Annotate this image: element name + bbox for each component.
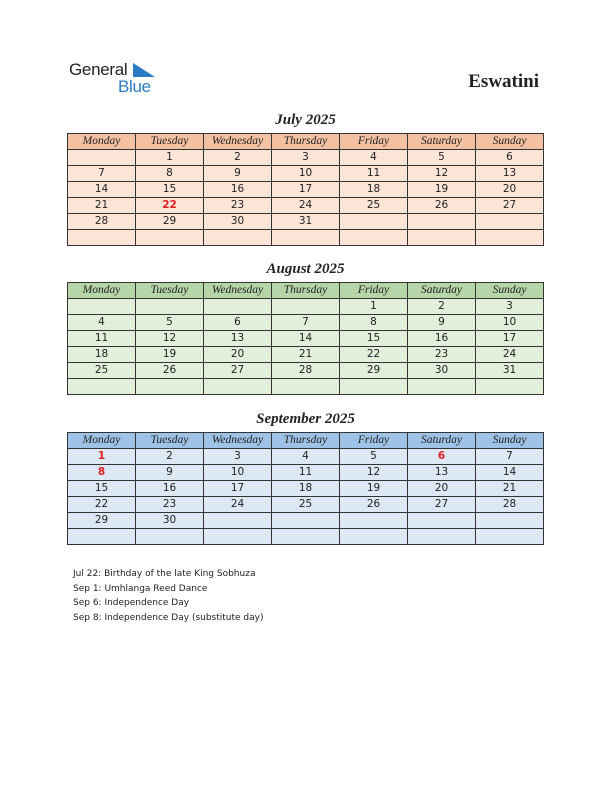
empty-day-cell [68,529,136,545]
weekday-header: Thursday [272,283,340,299]
calendar-july [67,133,544,246]
week-row [68,497,544,513]
logo-general-text: General [69,60,128,79]
day-cell: 2 [136,449,204,465]
empty-day-cell [340,230,408,246]
day-cell: 18 [68,347,136,363]
day-cell: 31 [272,214,340,230]
day-cell: 29 [340,363,408,379]
day-cell: 27 [204,363,272,379]
week-row [68,230,544,246]
empty-day-cell [68,379,136,395]
day-cell: 6 [476,150,544,166]
empty-day-cell [476,379,544,395]
weekday-header: Wednesday [204,134,272,150]
empty-day-cell [476,230,544,246]
day-cell: 18 [272,481,340,497]
empty-day-cell [340,513,408,529]
empty-day-cell [136,299,204,315]
weekday-header: Tuesday [136,134,204,150]
weekday-header-row [68,433,544,449]
day-cell: 2 [204,150,272,166]
day-cell: 30 [204,214,272,230]
day-cell: 23 [204,198,272,214]
week-row [68,315,544,331]
day-cell: 30 [136,513,204,529]
empty-day-cell [136,230,204,246]
day-cell: 22 [340,347,408,363]
empty-day-cell [204,230,272,246]
day-cell: 19 [136,347,204,363]
weekday-header: Friday [340,134,408,150]
day-cell: 3 [204,449,272,465]
day-cell: 14 [272,331,340,347]
month-title-august: August 2025 [266,261,345,277]
weekday-header: Monday [68,283,136,299]
day-cell: 4 [272,449,340,465]
week-row [68,481,544,497]
empty-day-cell [68,150,136,166]
day-cell: 20 [204,347,272,363]
day-cell: 8 [340,315,408,331]
day-cell: 28 [476,497,544,513]
day-cell: 2 [408,299,476,315]
weekday-header: Sunday [476,134,544,150]
day-cell: 25 [272,497,340,513]
empty-day-cell [272,230,340,246]
country-title: Eswatini [468,71,539,92]
day-cell: 29 [68,513,136,529]
empty-day-cell [408,529,476,545]
day-cell: 15 [340,331,408,347]
day-cell: 21 [476,481,544,497]
weekday-header: Tuesday [136,283,204,299]
weekday-header: Thursday [272,134,340,150]
holiday-day-cell: 8 [68,465,136,481]
empty-day-cell [136,529,204,545]
weekday-header: Monday [68,433,136,449]
day-cell: 21 [68,198,136,214]
day-cell: 16 [408,331,476,347]
week-row [68,198,544,214]
empty-day-cell [340,379,408,395]
day-cell: 18 [340,182,408,198]
day-cell: 9 [408,315,476,331]
day-cell: 3 [476,299,544,315]
day-cell: 20 [476,182,544,198]
week-row [68,166,544,182]
logo-blue-text: Blue [118,77,151,96]
day-cell: 23 [408,347,476,363]
empty-day-cell [272,379,340,395]
day-cell: 3 [272,150,340,166]
day-cell: 11 [340,166,408,182]
day-cell: 16 [136,481,204,497]
week-row [68,379,544,395]
empty-day-cell [408,214,476,230]
day-cell: 27 [408,497,476,513]
day-cell: 7 [272,315,340,331]
week-row [68,347,544,363]
empty-day-cell [408,379,476,395]
weekday-header: Monday [68,134,136,150]
empty-day-cell [204,299,272,315]
empty-day-cell [204,379,272,395]
empty-day-cell [136,379,204,395]
day-cell: 10 [272,166,340,182]
holiday-day-cell: 1 [68,449,136,465]
day-cell: 14 [476,465,544,481]
day-cell: 31 [476,363,544,379]
day-cell: 19 [340,481,408,497]
empty-day-cell [476,214,544,230]
day-cell: 15 [68,481,136,497]
empty-day-cell [204,529,272,545]
weekday-header: Saturday [408,283,476,299]
day-cell: 30 [408,363,476,379]
weekday-header: Wednesday [204,283,272,299]
day-cell: 11 [272,465,340,481]
day-cell: 12 [408,166,476,182]
week-row [68,214,544,230]
day-cell: 4 [340,150,408,166]
week-row [68,299,544,315]
day-cell: 10 [476,315,544,331]
empty-day-cell [204,513,272,529]
weekday-header: Saturday [408,433,476,449]
day-cell: 5 [136,315,204,331]
empty-day-cell [408,230,476,246]
holiday-day-cell: 6 [408,449,476,465]
weekday-header: Friday [340,283,408,299]
empty-day-cell [408,513,476,529]
day-cell: 10 [204,465,272,481]
day-cell: 5 [340,449,408,465]
holiday-note: Jul 22: Birthday of the late King Sobhuza [73,569,256,579]
day-cell: 29 [136,214,204,230]
weekday-header: Wednesday [204,433,272,449]
week-row [68,449,544,465]
weekday-header-row [68,283,544,299]
day-cell: 9 [136,465,204,481]
day-cell: 22 [68,497,136,513]
weekday-header: Saturday [408,134,476,150]
day-cell: 28 [68,214,136,230]
day-cell: 7 [476,449,544,465]
day-cell: 26 [340,497,408,513]
logo-triangle-icon [133,63,155,77]
empty-day-cell [476,529,544,545]
month-title-september: September 2025 [256,411,355,427]
day-cell: 17 [204,481,272,497]
day-cell: 19 [408,182,476,198]
day-cell: 20 [408,481,476,497]
day-cell: 7 [68,166,136,182]
day-cell: 23 [136,497,204,513]
day-cell: 26 [408,198,476,214]
day-cell: 4 [68,315,136,331]
weekday-header: Tuesday [136,433,204,449]
empty-day-cell [340,529,408,545]
day-cell: 26 [136,363,204,379]
empty-day-cell [68,299,136,315]
day-cell: 1 [340,299,408,315]
holiday-day-cell: 22 [136,198,204,214]
empty-day-cell [68,230,136,246]
day-cell: 9 [204,166,272,182]
month-title-july: July 2025 [275,112,336,128]
week-row [68,182,544,198]
calendar-september [67,432,544,545]
day-cell: 24 [204,497,272,513]
weekday-header: Sunday [476,283,544,299]
empty-day-cell [476,513,544,529]
day-cell: 1 [136,150,204,166]
day-cell: 17 [476,331,544,347]
day-cell: 15 [136,182,204,198]
weekday-header-row [68,134,544,150]
day-cell: 12 [340,465,408,481]
day-cell: 14 [68,182,136,198]
day-cell: 8 [136,166,204,182]
day-cell: 13 [408,465,476,481]
day-cell: 17 [272,182,340,198]
day-cell: 25 [340,198,408,214]
day-cell: 5 [408,150,476,166]
day-cell: 16 [204,182,272,198]
week-row [68,513,544,529]
week-row [68,363,544,379]
day-cell: 24 [476,347,544,363]
day-cell: 12 [136,331,204,347]
calendar-august [67,282,544,395]
generalblue-logo [69,60,169,96]
week-row [68,529,544,545]
holiday-note: Sep 8: Independence Day (substitute day) [73,612,264,623]
day-cell: 27 [476,198,544,214]
empty-day-cell [272,299,340,315]
holiday-note: Sep 6: Independence Day [73,598,190,608]
weekday-header: Sunday [476,433,544,449]
week-row [68,331,544,347]
holiday-note: Sep 1: Umhlanga Reed Dance [73,583,208,594]
day-cell: 25 [68,363,136,379]
week-row [68,150,544,166]
day-cell: 11 [68,331,136,347]
day-cell: 24 [272,198,340,214]
empty-day-cell [340,214,408,230]
week-row [68,465,544,481]
empty-day-cell [272,513,340,529]
day-cell: 6 [204,315,272,331]
day-cell: 28 [272,363,340,379]
weekday-header: Friday [340,433,408,449]
day-cell: 13 [204,331,272,347]
day-cell: 21 [272,347,340,363]
day-cell: 13 [476,166,544,182]
empty-day-cell [272,529,340,545]
holiday-notes [73,567,264,625]
weekday-header: Thursday [272,433,340,449]
